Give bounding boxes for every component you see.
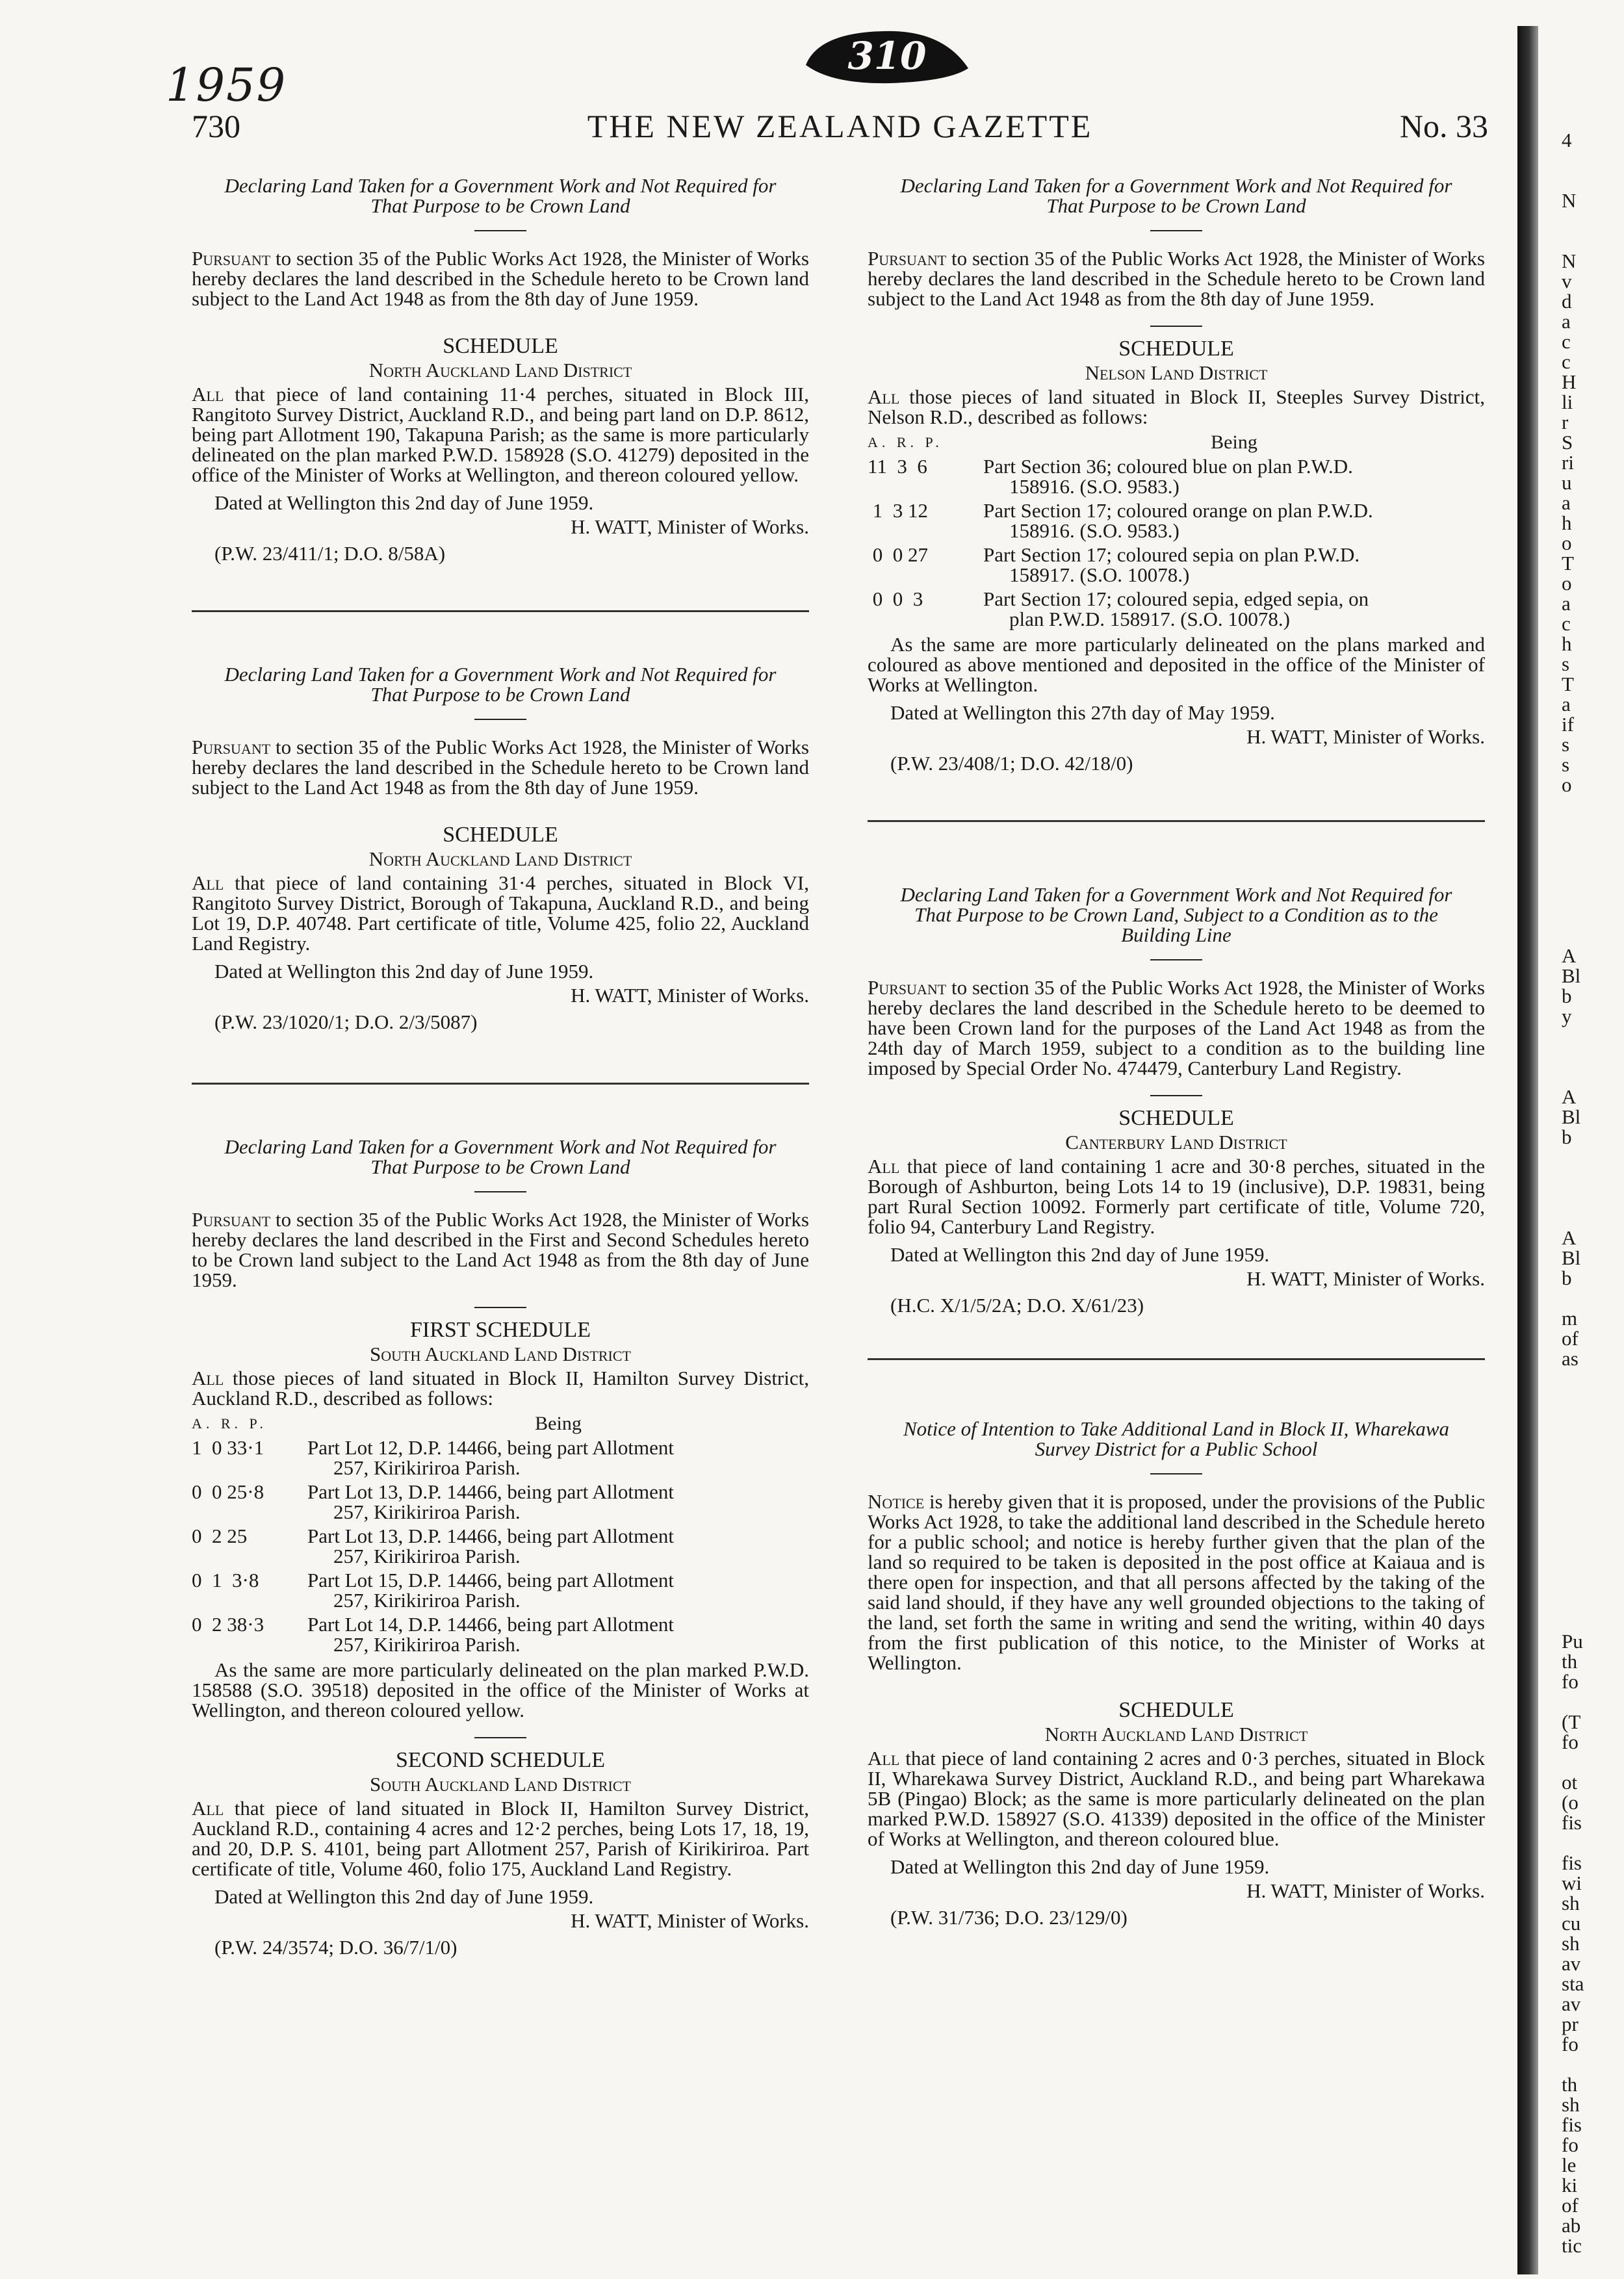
edge-fragment: sh (1562, 1932, 1580, 1955)
gazette-title: THE NEW ZEALAND GAZETTE (587, 108, 1093, 144)
land-table (192, 1437, 809, 1655)
schedule-heading: SCHEDULE (1118, 1698, 1234, 1722)
signature: H. WATT, Minister of Works. (571, 984, 809, 1007)
land-district: Canterbury Land District (1065, 1131, 1287, 1153)
short-rule (474, 719, 526, 720)
land-district: Nelson Land District (1085, 361, 1268, 384)
edge-fragment: c (1562, 330, 1571, 353)
reference: (P.W. 23/411/1; D.O. 8/58A) (214, 542, 446, 565)
edge-fragment: y (1562, 1005, 1572, 1027)
edge-fragment: A (1562, 1085, 1577, 1108)
edge-fragment: th (1562, 2073, 1578, 2096)
issue-number: No. 33 (1399, 108, 1488, 144)
edge-fragment: cu (1562, 1912, 1581, 1935)
section-divider (192, 1083, 809, 1085)
notice-left-1 (192, 175, 809, 563)
table-row: 11 3 6 Part Section 36; coloured blue on plan P.W.D. 158916. (S.O. 9583.) (868, 455, 1353, 498)
page-header (192, 107, 1488, 153)
binding-shadow (1517, 26, 1538, 2274)
edge-fragment: fo (1562, 2133, 1579, 2156)
section-divider (192, 610, 809, 612)
edge-fragment: o (1562, 572, 1572, 595)
edge-fragment: of (1562, 2194, 1579, 2217)
reference: (P.W. 31/736; D.O. 23/129/0) (890, 1906, 1128, 1929)
table-header (192, 1413, 809, 1434)
notice-title: Declaring Land Taken for a Government Work and Not Required for That Purpose to be Crown Land (900, 174, 1452, 217)
edge-fragment (1562, 1833, 1614, 1853)
edge-fragment: fo (1562, 1731, 1579, 1753)
short-rule (474, 1307, 526, 1308)
schedule-intro: All those pieces of land situated in Block II, Steeples Survey District, Nelson R.D., described as follows: (868, 385, 1485, 428)
table-row: 0 2 25 Part Lot 13, D.P. 14466, being part Allotment 257, Kirikiriroa Parish. (192, 1525, 674, 1567)
edge-fragment: if (1562, 713, 1574, 736)
edge-fragment (1562, 1167, 1614, 1187)
land-table (868, 456, 1485, 629)
short-rule (474, 230, 526, 231)
notice-right-1 (868, 175, 1485, 773)
edge-fragment: h (1562, 632, 1572, 655)
edge-fragment: ab (1562, 2214, 1581, 2237)
table-row: 0 1 3·8 Part Lot 15, D.P. 14466, being part Allotment 257, Kirikiriroa Parish. (192, 1569, 674, 1612)
edge-fragment: Bl (1562, 964, 1581, 987)
signature: H. WATT, Minister of Works. (1246, 1879, 1485, 1902)
edge-fragment: A (1562, 1226, 1577, 1249)
col-being: Being (535, 1413, 582, 1434)
edge-fragment: b (1562, 1126, 1572, 1148)
table-row: 1 3 12 Part Section 17; coloured orange on plan P.W.D. 158916. (S.O. 9583.) (868, 499, 1373, 542)
edge-fragment: wi (1562, 1872, 1582, 1894)
land-description: All that piece of land situated in Block II, Hamilton Survey District, Auckland R.D., containing 4 acres and 12·2 perches, being Lots 17, 18, 19, and 20, D.P. S. 4101, being part Allotment 257, Parish of Kirikiriroa. Part certificate of title, Volume 460, folio 175, Auckland Land Registry. (192, 1797, 809, 1880)
edge-fragment: a (1562, 310, 1571, 333)
edge-fragment: sh (1562, 1892, 1580, 1914)
schedule-heading: SCHEDULE (443, 823, 558, 847)
edge-fragment: (T (1562, 1710, 1581, 1733)
dated-line: Dated at Wellington this 2nd day of June 1959. (890, 1855, 1270, 1878)
schedule-closing: As the same are more particularly delineated on the plans marked and coloured as above mentioned and deposited in the office of the Minister of Works at Wellington. (868, 633, 1485, 696)
edge-fragment: th (1562, 1650, 1578, 1673)
signature: H. WATT, Minister of Works. (1246, 725, 1485, 748)
edge-fragment: ot (1562, 1771, 1578, 1794)
edge-fragment: T (1562, 673, 1574, 695)
edge-fragment: s (1562, 652, 1570, 675)
land-description: All that piece of land containing 31·4 perches, situated in Block VI, Rangitoto Survey District, Borough of Takapuna, Auckland R.D., and being Lot 19, D.P. 40748. Part certificate of title, Volume 425, folio 22, Auckland Land Registry. (192, 871, 809, 955)
short-rule (1150, 326, 1202, 327)
notice-body: Pursuant to section 35 of the Public Works Act 1928, the Minister of Works hereby declares the land described in the Schedule hereto to be Crown land subject to the Land Act 1948 as from the 8th day of June 1959. (192, 736, 809, 799)
left-column (192, 175, 809, 1957)
land-district: North Auckland Land District (368, 847, 632, 870)
table-row: 0 0 25·8 Part Lot 13, D.P. 14466, being part Allotment 257, Kirikiriroa Parish. (192, 1480, 674, 1523)
edge-fragment: h (1562, 511, 1572, 534)
edge-fragment: A (1562, 946, 1577, 967)
edge-fragment (1562, 150, 1614, 170)
table-row: 0 0 27 Part Section 17; coloured sepia on plan P.W.D. 158917. (S.O. 10078.) (868, 543, 1360, 586)
edge-fragment: sta (1562, 1972, 1584, 1995)
land-district: North Auckland Land District (1044, 1723, 1308, 1745)
signature: H. WATT, Minister of Works. (571, 515, 809, 538)
stamp-mark (793, 19, 981, 91)
edge-fragment (1562, 1147, 1614, 1167)
notice-title: Declaring Land Taken for a Government Work and Not Required for That Purpose to be Crown Land (224, 1135, 777, 1178)
edge-fragment (1562, 1692, 1614, 1712)
land-description: All that piece of land containing 11·4 perches, situated in Block III, Rangitoto Survey District, Auckland R.D., and being part land on D.P. 8612, being part Allotment 190, Takapuna Parish; as the same is more particularly delineated on the plan marked P.W.D. 158928 (S.O. 41279) deposited in the office of the Minister of Works at Wellington, and thereon coloured yellow. (192, 383, 809, 486)
edge-fragment: Bl (1562, 1105, 1581, 1128)
dated-line: Dated at Wellington this 2nd day of June 1959. (890, 1243, 1270, 1266)
notice-left-3 (192, 1137, 809, 1957)
table-row: 0 2 38·3 Part Lot 14, D.P. 14466, being part Allotment 257, Kirikiriroa Parish. (192, 1613, 674, 1656)
table-header (868, 432, 1485, 452)
edge-fragments-mid (1562, 946, 1614, 1369)
notice-left-2 (192, 664, 809, 1032)
signature: H. WATT, Minister of Works. (1246, 1267, 1485, 1290)
dated-line: Dated at Wellington this 27th day of May 1959. (890, 701, 1275, 724)
edge-fragment: H (1562, 370, 1577, 393)
edge-fragment: m (1562, 1307, 1578, 1330)
edge-fragment: b (1562, 1267, 1572, 1289)
edge-fragment (1562, 1187, 1614, 1207)
edge-fragment (1562, 1288, 1614, 1308)
edge-fragment: ri (1562, 451, 1574, 474)
col-being: Being (1211, 431, 1257, 453)
second-schedule-heading: SECOND SCHEDULE (395, 1748, 606, 1772)
reference: (P.W. 23/408/1; D.O. 42/18/0) (890, 752, 1133, 775)
edge-fragment: tic (1562, 2234, 1582, 2256)
edge-fragment: fis (1562, 1851, 1582, 1874)
edge-fragment: av (1562, 1952, 1581, 1975)
land-description: All that piece of land containing 1 acre and 30·8 perches, situated in the Borough of Ashburton, being Lots 14 to 19 (inclusive), D.P. 19831, being part Rural Section 10092. Formerly part certificate of title, Volume 720, folio 94, Canterbury Land Registry. (868, 1155, 1485, 1238)
notice-right-2 (868, 884, 1485, 1315)
edge-fragment: a (1562, 693, 1571, 715)
land-district: North Auckland Land District (368, 359, 632, 381)
edge-fragment (1562, 231, 1614, 251)
schedule-heading: SCHEDULE (1118, 337, 1234, 361)
edge-fragment: as (1562, 1347, 1579, 1369)
edge-fragment: (o (1562, 1791, 1579, 1814)
edge-fragment (1562, 1046, 1614, 1066)
short-rule (1150, 959, 1202, 960)
schedule-intro: All those pieces of land situated in Block II, Hamilton Survey District, Auckland R.D., described as follows: (192, 1367, 809, 1410)
edge-fragment (1562, 170, 1614, 190)
section-divider (868, 1358, 1485, 1360)
edge-fragment: a (1562, 592, 1571, 615)
notice-body: Notice is hereby given that it is proposed, under the provisions of the Public Works Act 1928, to take the additional land described in the Schedule hereto for a public school; and notice is hereby further given that the plan of the land so required to be taken is deposited in the post office at Kaiaua and is there open for inspection, and that all persons affected by the taking of the said land should, if they have any well grounded objections to the taking of the land, set forth the same in writing and send the writing, within 40 days from the first publication of this notice, to the Minister of Works at Wellington. (868, 1490, 1485, 1674)
land-district: South Auckland Land District (370, 1343, 631, 1365)
dated-line: Dated at Wellington this 2nd day of June 1959. (214, 491, 594, 514)
notice-body: Pursuant to section 35 of the Public Works Act 1928, the Minister of Works hereby declares the land described in the First and Second Schedules hereto to be Crown land subject to the Land Act 1948 as from the 8th day of June 1959. (192, 1208, 809, 1291)
edge-fragment: sh (1562, 2093, 1580, 2116)
short-rule (1150, 230, 1202, 231)
edge-fragment: o (1562, 532, 1572, 554)
short-rule (474, 1191, 526, 1192)
edge-fragment: of (1562, 1327, 1579, 1350)
notice-title: Notice of Intention to Take Additional Land in Block II, Wharekawa Survey District for a Public School (903, 1417, 1450, 1460)
edge-fragment: c (1562, 350, 1571, 373)
edge-fragment: c (1562, 612, 1571, 635)
land-description: All that piece of land containing 2 acres and 0·3 perches, situated in Block II, Wharekawa Survey District, Auckland R.D., and being part Wharekawa 5B (Pingao) Block; as the same is more particularly delineated on the plan marked P.W.D. 158927 (S.O. 41339) deposited in the office of the Minister of Works at Wellington, and thereon coloured blue. (868, 1747, 1485, 1850)
reference: (H.C. X/1/5/2A; D.O. X/61/23) (890, 1294, 1144, 1317)
section-divider (868, 820, 1485, 822)
edge-fragments-bottom (1562, 1631, 1614, 2256)
notice-title: Declaring Land Taken for a Government Work and Not Required for That Purpose to be Crown Land (224, 663, 777, 706)
reference: (P.W. 23/1020/1; D.O. 2/3/5087) (214, 1011, 478, 1033)
page-edge-strip (1517, 26, 1615, 2274)
dated-line: Dated at Wellington this 2nd day of June 1959. (214, 960, 594, 983)
edge-fragment: b (1562, 985, 1572, 1007)
edge-fragment: Pu (1562, 1631, 1583, 1653)
schedule-heading: SCHEDULE (1118, 1106, 1234, 1130)
notice-body: Pursuant to section 35 of the Public Works Act 1928, the Minister of Works hereby declares the land described in the Schedule hereto to be Crown land subject to the Land Act 1948 as from the 8th day of June 1959. (868, 247, 1485, 310)
edge-fragment (1562, 1207, 1614, 1228)
edge-fragment (1562, 1752, 1614, 1772)
table-row: 1 0 33·1 Part Lot 12, D.P. 14466, being part Allotment 257, Kirikiriroa Parish. (192, 1436, 674, 1479)
edge-fragment (1562, 1066, 1614, 1087)
edge-fragment: a (1562, 491, 1571, 514)
edge-fragment: S (1562, 431, 1573, 454)
edge-fragment: fo (1562, 2033, 1579, 2055)
right-column (868, 175, 1485, 1927)
edge-fragment: fo (1562, 1670, 1579, 1693)
edge-fragment: fis (1562, 2113, 1582, 2136)
table-row: 0 0 3 Part Section 17; coloured sepia, edged sepia, on plan P.W.D. 158917. (S.O. 10078.) (868, 587, 1369, 630)
edge-fragment: s (1562, 753, 1570, 776)
edge-fragment: li (1562, 391, 1573, 413)
col-arp: A. R. P. (192, 1415, 267, 1432)
edge-fragment: fis (1562, 1811, 1582, 1834)
first-schedule-heading: FIRST SCHEDULE (409, 1318, 591, 1342)
reference: (P.W. 24/3574; D.O. 36/7/1/0) (214, 1936, 458, 1959)
edge-fragment: d (1562, 290, 1572, 313)
edge-fragment (1562, 1026, 1614, 1046)
stamp-text: 310 (847, 34, 927, 78)
short-rule (474, 1737, 526, 1738)
edge-fragment (1562, 2054, 1614, 2074)
edge-fragment: ki (1562, 2174, 1578, 2196)
edge-fragment: T (1562, 552, 1574, 574)
edge-fragment: o (1562, 773, 1572, 795)
land-district: South Auckland Land District (370, 1773, 631, 1796)
edge-fragment: 4 (1562, 130, 1572, 151)
notice-title: Declaring Land Taken for a Government Work and Not Required for That Purpose to be Crown Land (224, 174, 777, 217)
signature: H. WATT, Minister of Works. (571, 1909, 809, 1932)
short-rule (1150, 1095, 1202, 1096)
edge-fragment: av (1562, 1992, 1581, 2015)
notice-title: Declaring Land Taken for a Government Work and Not Required for That Purpose to be Crown Land, Subject to a Condition as to the Building Line (900, 883, 1452, 946)
edge-fragment: le (1562, 2154, 1577, 2176)
short-rule (1150, 1473, 1202, 1474)
schedule-closing: As the same are more particularly delineated on the plan marked P.W.D. 158588 (S.O. 39518) deposited in the office of the Minister of Works at Wellington, and thereon coloured yellow. (192, 1658, 809, 1721)
edge-fragment: v (1562, 270, 1572, 292)
notice-body: Pursuant to section 35 of the Public Works Act 1928, the Minister of Works hereby declares the land described in the Schedule hereto to be Crown land subject to the Land Act 1948 as from the 8th day of June 1959. (192, 247, 809, 310)
edge-fragment: N (1562, 250, 1577, 272)
edge-fragment: pr (1562, 2013, 1579, 2035)
dated-line: Dated at Wellington this 2nd day of June 1959. (214, 1885, 594, 1908)
edge-fragment: Bl (1562, 1246, 1581, 1269)
edge-fragment (1562, 211, 1614, 231)
notice-right-3 (868, 1419, 1485, 1927)
edge-fragment: r (1562, 411, 1569, 433)
col-arp: A. R. P. (868, 434, 943, 450)
handwritten-year: 1959 (166, 58, 287, 112)
edge-fragment: s (1562, 733, 1570, 756)
edge-fragment: u (1562, 471, 1572, 494)
schedule-heading: SCHEDULE (443, 334, 558, 358)
edge-fragment: N (1562, 189, 1577, 212)
edge-fragments-top (1562, 130, 1614, 795)
page-number: 730 (192, 108, 240, 144)
notice-body: Pursuant to section 35 of the Public Works Act 1928, the Minister of Works hereby declares the land described in the Schedule hereto to be deemed to have been Crown land for the purposes of the Land Act 1948 as from the 24th day of March 1959, subject to a condition as to the building line imposed by Special Order No. 474479, Canterbury Land Registry. (868, 976, 1485, 1079)
